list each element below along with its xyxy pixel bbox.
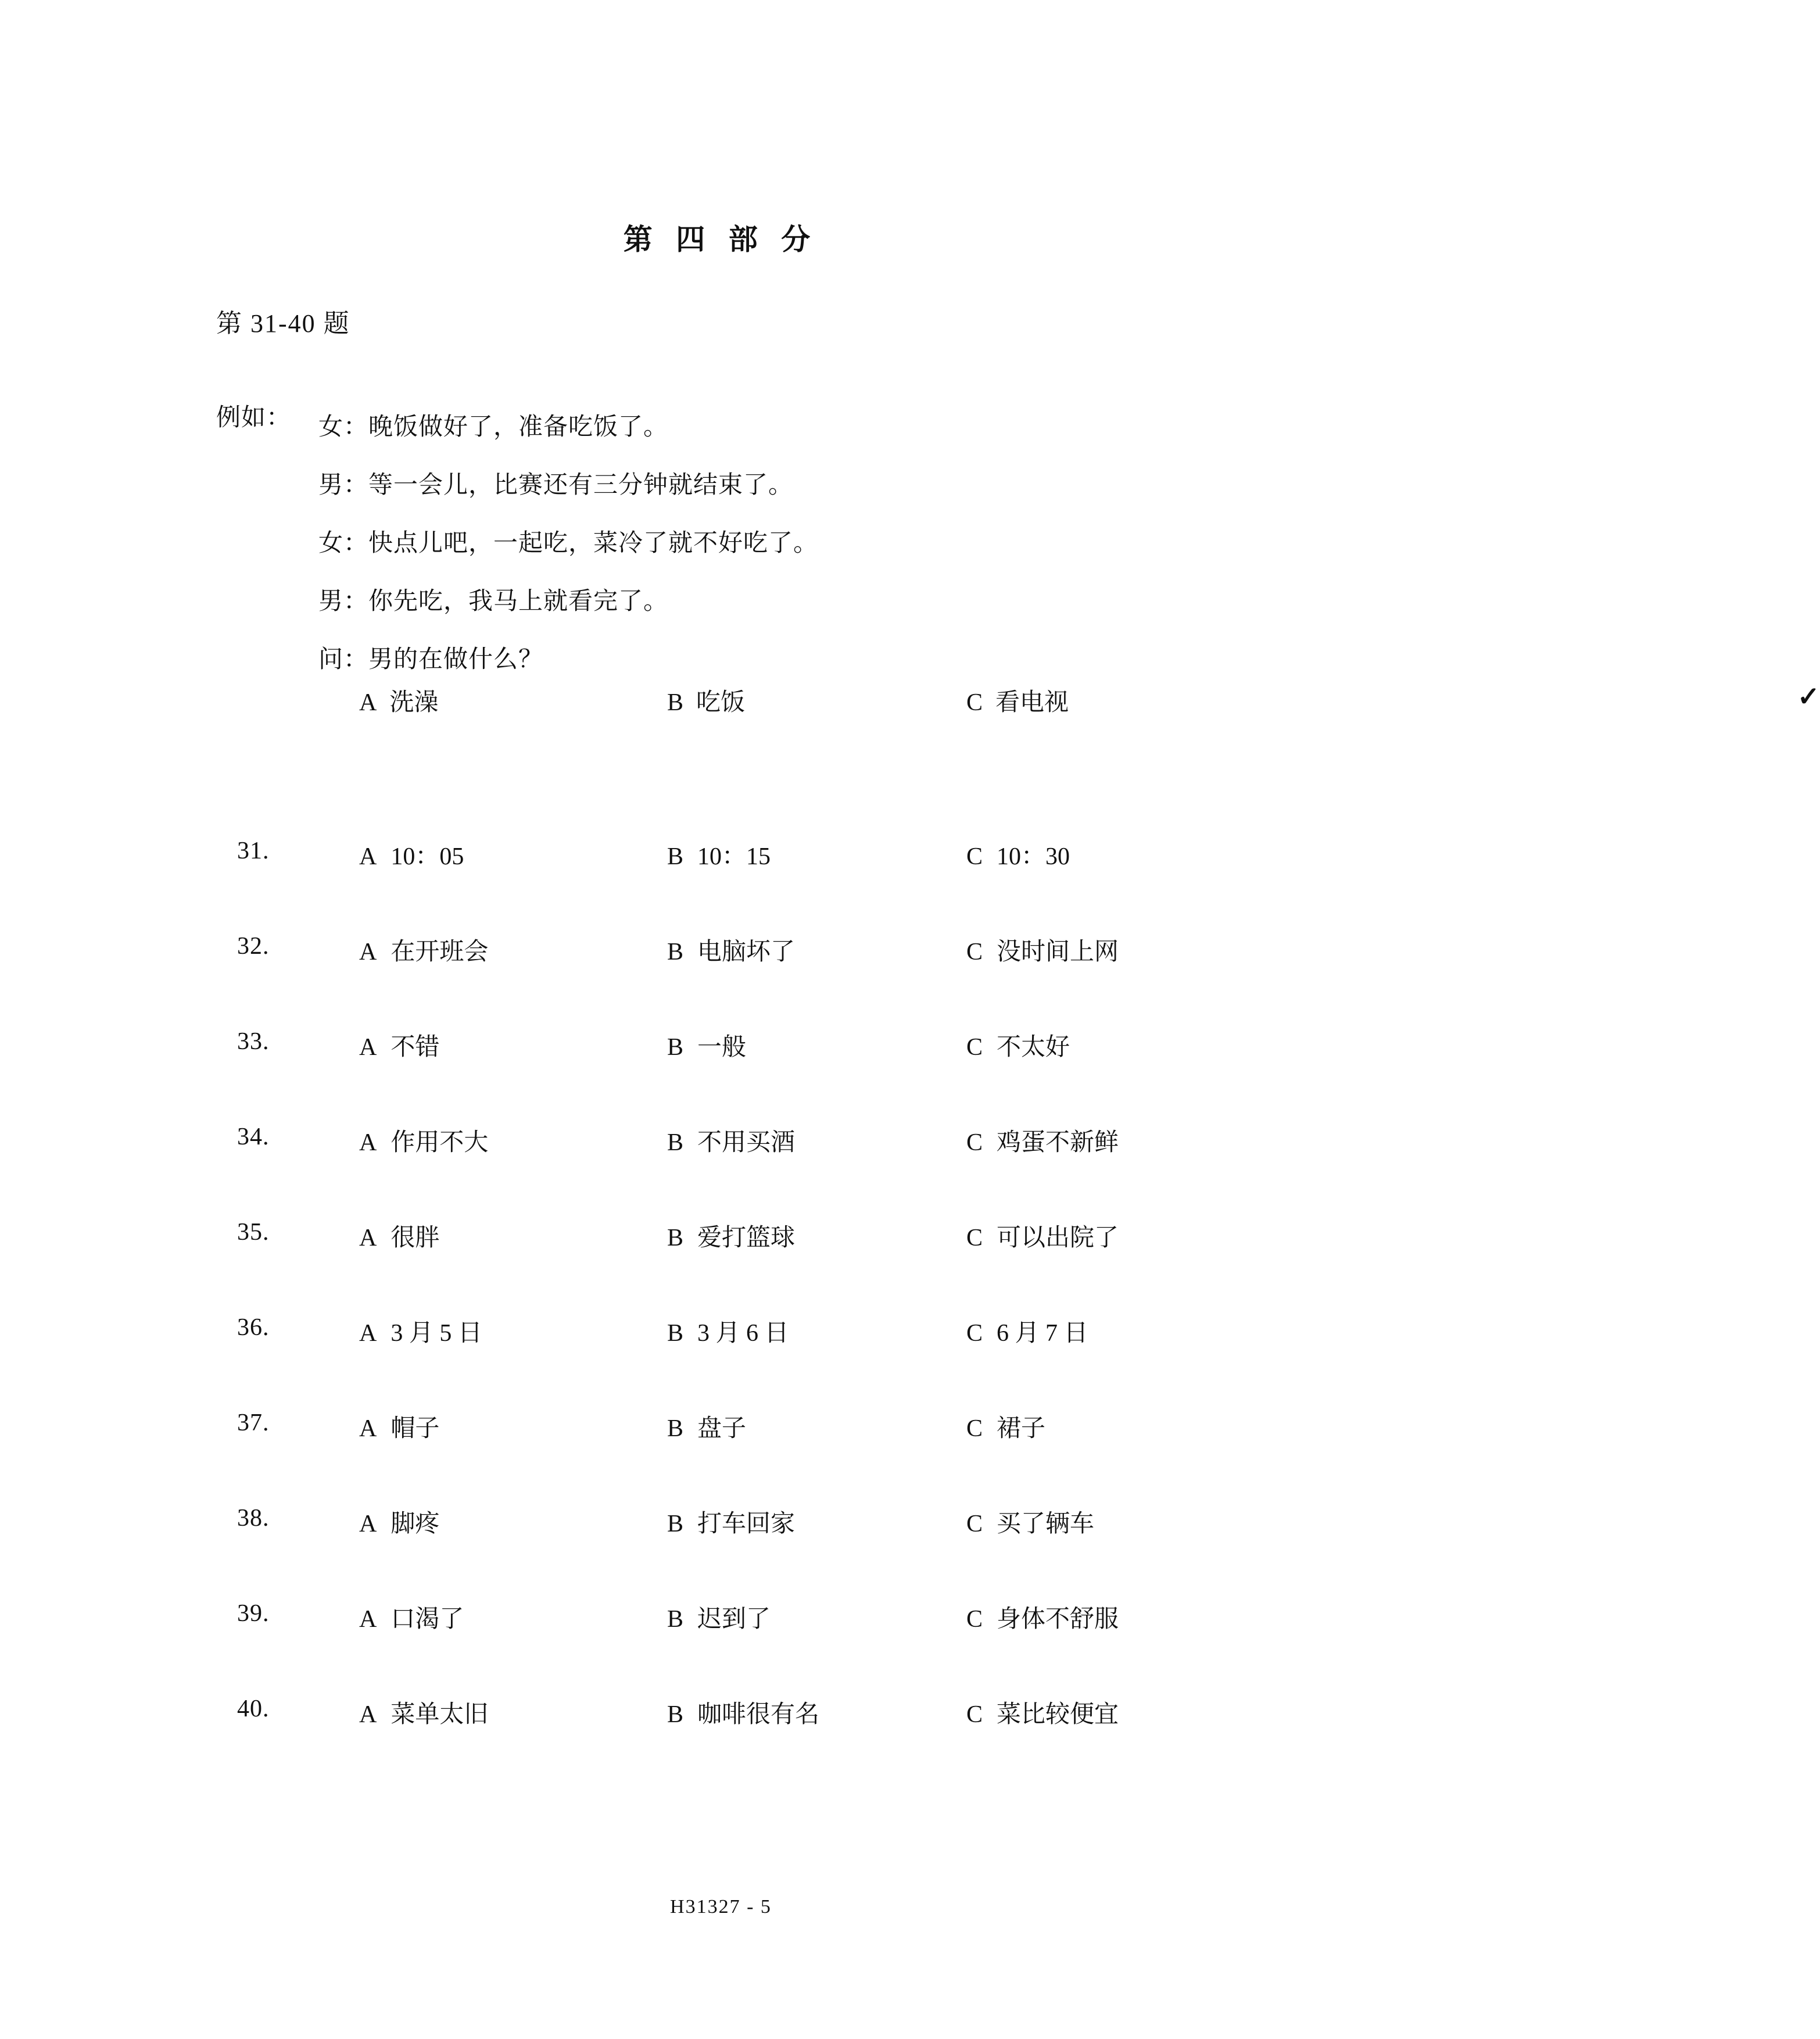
- option-letter: B: [667, 1320, 684, 1347]
- option-b[interactable]: [667, 932, 795, 967]
- option-text: 爱打篮球: [697, 1225, 796, 1251]
- dialog-line: 女：快点儿吧，一起吃，菜冷了就不好吃了。: [318, 530, 819, 557]
- option-letter: C: [966, 1129, 983, 1156]
- option-a[interactable]: [359, 1504, 439, 1539]
- option-letter: B: [667, 1225, 684, 1251]
- option-c[interactable]: [966, 1218, 1119, 1253]
- option-letter: C: [966, 843, 983, 870]
- option-letter: A: [359, 689, 377, 716]
- option-text: 盘子: [697, 1415, 747, 1442]
- option-letter: B: [667, 1606, 684, 1633]
- dialog-line: 女：晚饭做好了，准备吃饭了。: [318, 414, 669, 441]
- question-number: 38.: [237, 1505, 270, 1532]
- option-letter: A: [359, 1034, 377, 1061]
- question-row: [0, 837, 1442, 932]
- option-a[interactable]: [359, 1695, 488, 1730]
- dialog-line: 男：你先吃，我马上就看完了。: [318, 588, 669, 615]
- option-letter: A: [359, 1415, 377, 1442]
- option-text: 不太好: [997, 1034, 1070, 1061]
- option-b[interactable]: [667, 1028, 746, 1063]
- question-number: 36.: [237, 1314, 270, 1341]
- option-text: 可以出院了: [997, 1225, 1119, 1251]
- option-text: 6 月 7 日: [997, 1320, 1088, 1347]
- option-b[interactable]: [667, 1695, 819, 1730]
- option-text: 在开班会: [390, 939, 489, 965]
- option-text: 裙子: [997, 1415, 1046, 1442]
- option-letter: C: [966, 939, 983, 965]
- question-row: [0, 1695, 1442, 1790]
- option-text: 10：30: [997, 843, 1070, 870]
- question-list: [0, 837, 1442, 1790]
- option-b[interactable]: [667, 1504, 795, 1539]
- option-letter: B: [667, 1034, 684, 1061]
- option-letter: A: [359, 1320, 377, 1347]
- option-letter: B: [667, 689, 684, 716]
- option-letter: A: [359, 1225, 377, 1251]
- option-text: 10：05: [390, 843, 464, 870]
- option-letter: C: [966, 1511, 983, 1537]
- option-b[interactable]: [667, 1218, 795, 1253]
- option-text: 没时间上网: [997, 939, 1119, 965]
- question-row: [0, 1600, 1442, 1695]
- option-letter: A: [359, 1606, 377, 1633]
- example-option-c: [966, 682, 1820, 718]
- example-label: 例如：: [216, 405, 292, 431]
- question-row: [0, 1028, 1442, 1123]
- option-letter: A: [359, 1129, 377, 1156]
- option-text: 3 月 5 日: [390, 1320, 482, 1347]
- question-number: 34.: [237, 1124, 270, 1150]
- option-b[interactable]: [667, 1123, 795, 1158]
- option-text: 3 月 6 日: [697, 1320, 789, 1347]
- option-c[interactable]: [966, 1123, 1119, 1158]
- option-letter: C: [966, 1701, 983, 1728]
- option-letter: A: [359, 1701, 377, 1728]
- option-text: 作用不大: [390, 1129, 489, 1156]
- option-text: 看电视: [995, 689, 1069, 716]
- option-letter: B: [667, 1701, 684, 1728]
- option-a[interactable]: [359, 837, 464, 872]
- option-a[interactable]: [359, 932, 488, 967]
- option-letter: C: [966, 1225, 983, 1251]
- option-text: 一般: [697, 1034, 747, 1061]
- option-text: 菜单太旧: [390, 1701, 489, 1728]
- option-letter: B: [667, 1415, 684, 1442]
- option-letter: C: [966, 1606, 983, 1633]
- option-c[interactable]: [966, 1409, 1045, 1444]
- question-number: 37.: [237, 1410, 270, 1436]
- option-letter: B: [667, 1511, 684, 1537]
- option-text: 咖啡很有名: [697, 1701, 820, 1728]
- option-letter: A: [359, 843, 377, 870]
- option-b[interactable]: [667, 1409, 746, 1444]
- question-row: [0, 1504, 1442, 1600]
- option-letter: B: [667, 1129, 684, 1156]
- option-text: 脚疼: [390, 1511, 440, 1537]
- option-letter: C: [966, 1034, 983, 1061]
- option-a[interactable]: [359, 1600, 464, 1634]
- option-c[interactable]: [966, 932, 1119, 967]
- dialog-question-line: 问：男的在做什么？: [318, 646, 544, 673]
- option-text: 打车回家: [697, 1511, 796, 1537]
- question-row: [0, 1409, 1442, 1504]
- example-option-b: [667, 683, 745, 718]
- option-a[interactable]: [359, 1314, 482, 1348]
- question-number: 31.: [237, 838, 270, 864]
- page-title: 第 四 部 分: [623, 223, 819, 256]
- option-letter: A: [359, 1511, 377, 1537]
- example-options-row: [318, 682, 1820, 718]
- option-text: 迟到了: [697, 1606, 771, 1633]
- question-number: 32.: [237, 933, 270, 960]
- option-text: 帽子: [390, 1415, 440, 1442]
- option-letter: C: [966, 1415, 983, 1442]
- option-b[interactable]: [667, 837, 771, 872]
- option-text: 很胖: [390, 1225, 440, 1251]
- option-c[interactable]: [966, 1314, 1088, 1348]
- option-c[interactable]: [966, 1600, 1119, 1634]
- question-row: [0, 1123, 1442, 1218]
- option-c[interactable]: [966, 1695, 1119, 1730]
- option-text: 洗澡: [389, 689, 439, 716]
- option-a[interactable]: [359, 1218, 439, 1253]
- option-letter: B: [667, 939, 684, 965]
- example-dialog: [318, 398, 1306, 689]
- option-letter: A: [359, 939, 377, 965]
- question-number: 35.: [237, 1219, 270, 1246]
- option-text: 身体不舒服: [997, 1606, 1119, 1633]
- option-a[interactable]: [359, 1409, 439, 1444]
- question-row: [0, 1218, 1442, 1314]
- option-text: 口渴了: [390, 1606, 464, 1633]
- option-c[interactable]: [966, 837, 1070, 872]
- option-a[interactable]: [359, 1123, 488, 1158]
- option-letter: C: [966, 1320, 983, 1347]
- question-row: [0, 932, 1442, 1028]
- option-text: 菜比较便宜: [997, 1701, 1119, 1728]
- option-b[interactable]: [667, 1600, 771, 1634]
- option-b[interactable]: [667, 1314, 789, 1348]
- option-text: 吃饭: [696, 689, 746, 716]
- example-option-a: [359, 683, 438, 718]
- question-range-label: 第 31-40 题: [216, 309, 350, 338]
- option-c[interactable]: [966, 1028, 1070, 1063]
- option-letter: C: [966, 689, 983, 716]
- option-c[interactable]: [966, 1504, 1094, 1539]
- page-footer: H31327 - 5: [670, 1896, 772, 1918]
- option-a[interactable]: [359, 1028, 439, 1063]
- question-row: [0, 1314, 1442, 1409]
- question-number: 33.: [237, 1028, 270, 1055]
- option-text: 10：15: [697, 843, 771, 870]
- dialog-line: 男：等一会儿，比赛还有三分钟就结束了。: [318, 472, 794, 499]
- option-letter: B: [667, 843, 684, 870]
- option-text: 不用买酒: [697, 1129, 796, 1156]
- option-text: 买了辆车: [997, 1511, 1095, 1537]
- option-text: 鸡蛋不新鲜: [997, 1129, 1119, 1156]
- question-number: 39.: [237, 1600, 270, 1627]
- question-number: 40.: [237, 1695, 270, 1722]
- option-text: 不错: [390, 1034, 440, 1061]
- check-icon: ✓: [1797, 682, 1820, 711]
- option-text: 电脑坏了: [697, 939, 796, 965]
